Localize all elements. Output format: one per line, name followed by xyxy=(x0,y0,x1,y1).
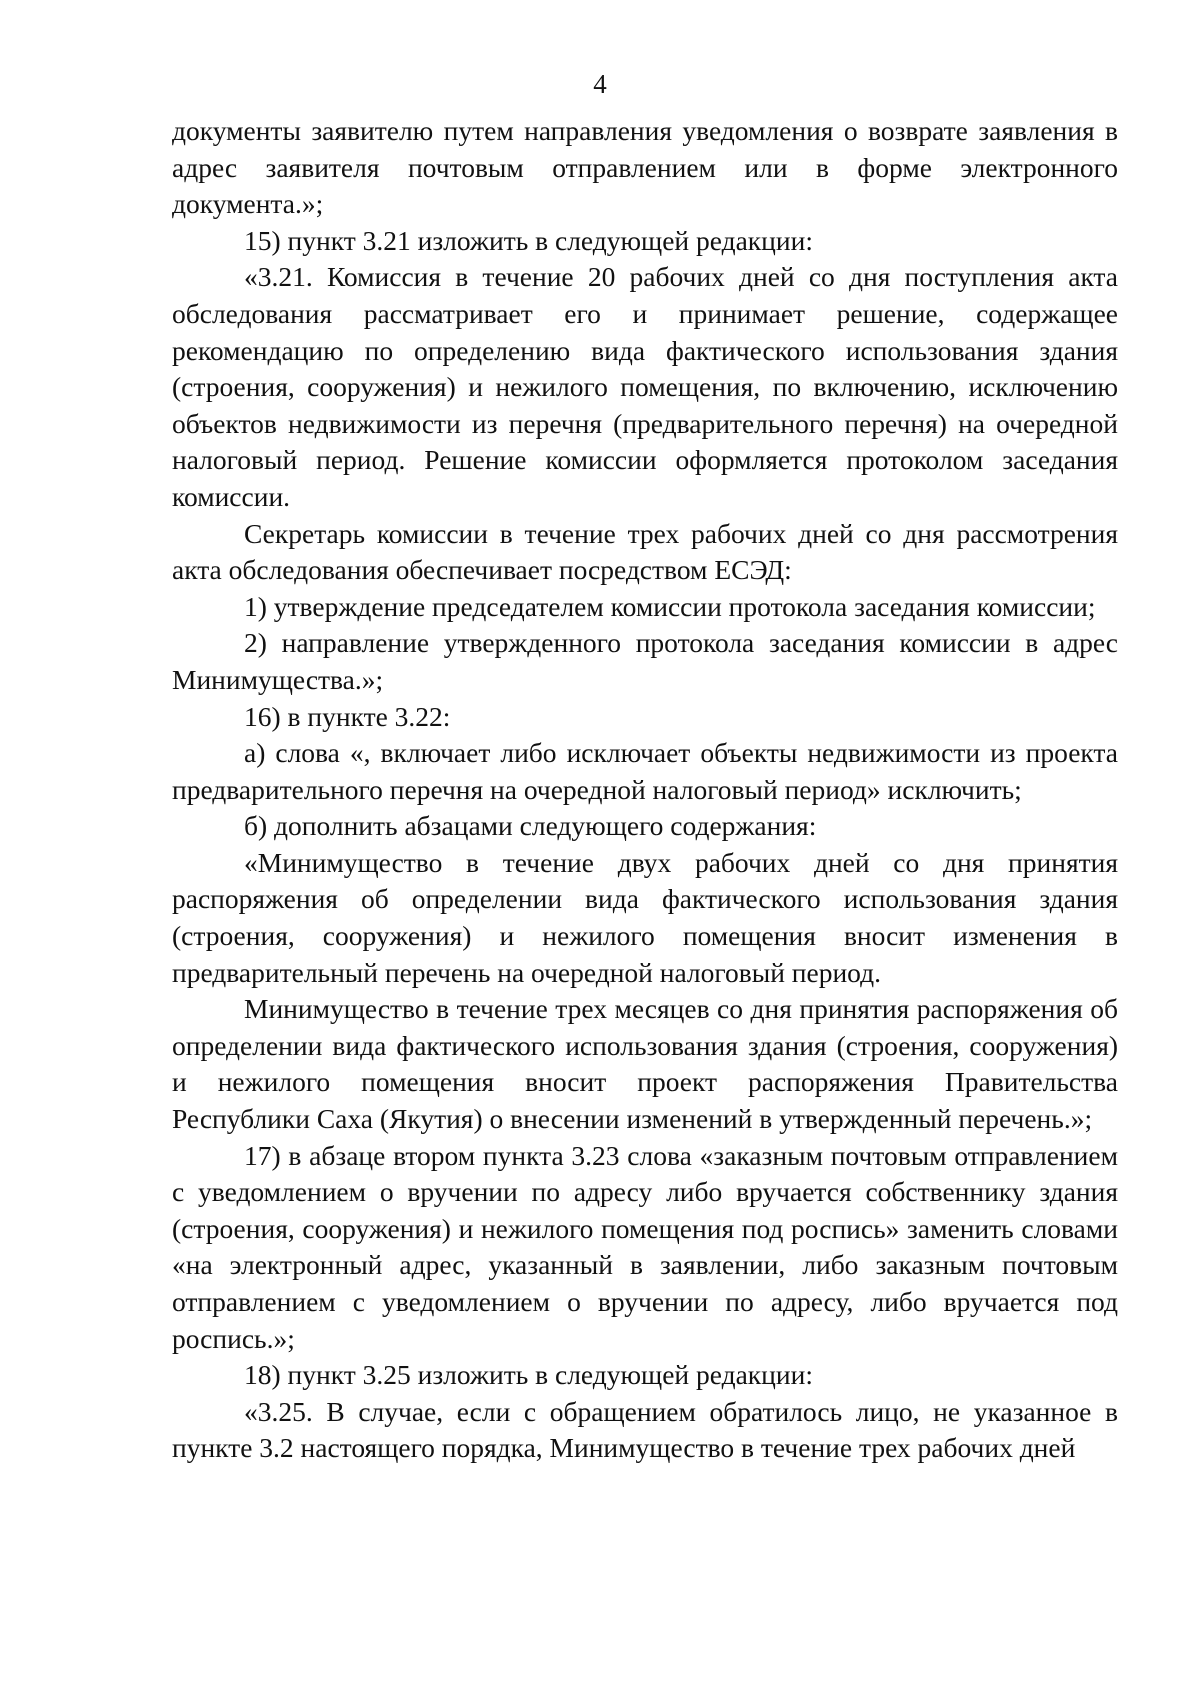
paragraph: 1) утверждение председателем комиссии протокола заседания комиссии; xyxy=(244,590,1096,622)
paragraph: 16) в пункте 3.22: xyxy=(244,700,451,732)
document-body xyxy=(172,113,1118,1467)
paragraph: 2) направление утвержденного протокола заседания комиссии в адрес Минимущества.»; xyxy=(172,627,1118,695)
paragraph: а) слова «, включает либо исключает объекты недвижимости из проекта предварительного перечня на очередной налоговый период» исключить; xyxy=(172,737,1118,805)
paragraph: 15) пункт 3.21 изложить в следующей редакции: xyxy=(244,224,813,256)
paragraph: 18) пункт 3.25 изложить в следующей редакции: xyxy=(244,1359,813,1391)
paragraph: «3.25. В случае, если с обращением обратилось лицо, не указанное в пункте 3.2 настоящего порядка, Минимущество в течение трех рабочих дней xyxy=(172,1395,1118,1464)
paragraph: «3.21. Комиссия в течение 20 рабочих дней со дня поступления акта обследования рассматривает его и принимает решение, содержащее рекомендацию по определению вида фактического использования здания (строения, сооружения) и нежилого помещения, по включению, исключению объектов недвижимости из перечня (предварительного перечня) на очередной налоговый период. Решение комиссии оформляется протоколом заседания комиссии. xyxy=(172,261,1118,512)
paragraph: Секретарь комиссии в течение трех рабочих дней со дня рассмотрения акта обследования обеспечивает посредством ЕСЭД: xyxy=(172,517,1118,586)
paragraph: 17) в абзаце втором пункта 3.23 слова «заказным почтовым отправлением с уведомлением о вручении по адресу либо вручается собственнику здания (строения, сооружения) и нежилого помещения под роспись» заменить словами «на электронный адрес, указанный в заявлении, либо заказным почтовым отправлением с уведомлением о вручении по адресу, либо вручается под роспись.»; xyxy=(172,1139,1118,1354)
paragraph: документы заявителю путем направления уведомления о возврате заявления в адрес заявителя почтовым отправлением или в форме электронного документа.»; xyxy=(172,115,1118,220)
paragraph: Минимущество в течение трех месяцев со дня принятия распоряжения об определении вида фактического использования здания (строения, сооружения) и нежилого помещения вносит проект распоряжения Правительства Республики Саха (Якутия) о внесении изменений в утвержденный перечень.»; xyxy=(172,993,1118,1135)
page-number: 4 xyxy=(593,69,607,99)
paragraph: б) дополнить абзацами следующего содержания: xyxy=(244,810,817,842)
paragraph: «Минимущество в течение двух рабочих дней со дня принятия распоряжения об определении вида фактического использования здания (строения, сооружения) и нежилого помещения вносит изменения в предварительный перечень на очередной налоговый период. xyxy=(172,846,1118,988)
